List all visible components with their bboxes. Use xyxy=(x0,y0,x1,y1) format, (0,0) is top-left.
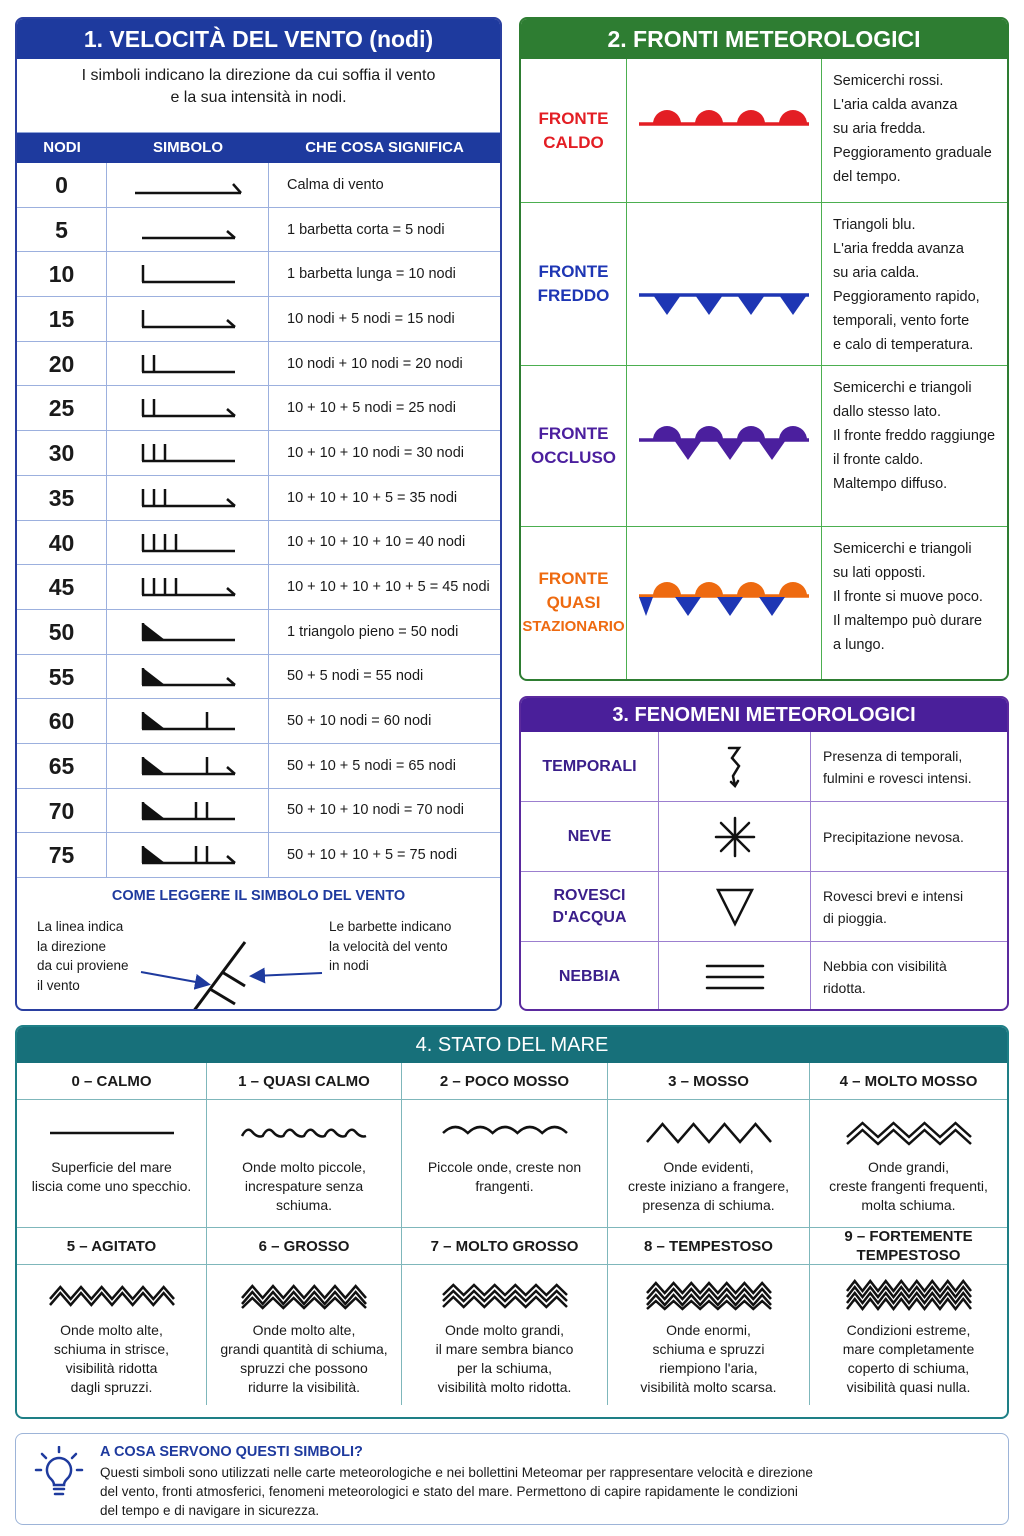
front-description xyxy=(822,203,1007,365)
front-description-line: Semicerchi e triangoli xyxy=(833,541,972,557)
phenomenon-name-line: NEVE xyxy=(567,827,612,845)
wind-speed-panel xyxy=(15,17,502,1011)
sea-state-label-text xyxy=(840,1072,978,1091)
sea-state-description-line: Onde molto piccole, xyxy=(242,1159,366,1175)
sea-state-label-text xyxy=(644,1237,773,1256)
sea-state-cell xyxy=(207,1265,402,1405)
knots-value: 50 xyxy=(17,610,107,654)
wind-barb-icon xyxy=(107,342,269,386)
howto-left-line: da cui proviene xyxy=(37,958,129,973)
wind-meaning: 10 nodi + 5 nodi = 15 nodi xyxy=(287,310,455,327)
wind-meaning: 50 + 10 + 10 nodi = 70 nodi xyxy=(287,802,464,819)
front-name-line: FRONTE xyxy=(538,108,609,128)
front-name-line: FREDDO xyxy=(537,286,610,305)
front-name-line: QUASI xyxy=(546,593,601,612)
sea-state-description-line: grandi quantità di schiuma, xyxy=(220,1341,388,1357)
wind-table-row xyxy=(17,297,500,342)
sea-state-label-line: 3 – MOSSO xyxy=(668,1072,749,1090)
wind-barb-icon xyxy=(107,744,269,788)
sea-state-4-icon xyxy=(810,1100,1007,1158)
wind-meaning: 1 barbetta corta = 5 nodi xyxy=(287,221,445,238)
front-description xyxy=(822,59,1007,202)
wind-barb-icon xyxy=(107,208,269,252)
phenomenon-row xyxy=(521,942,1007,1011)
wind-meaning: 50 + 10 + 5 nodi = 65 nodi xyxy=(287,757,456,774)
phenomenon-description xyxy=(811,942,1007,1011)
front-name-line: OCCLUSO xyxy=(531,448,616,467)
sea-state-label xyxy=(608,1228,810,1265)
wind-table-row xyxy=(17,699,500,744)
sea-state-label-text xyxy=(259,1237,350,1256)
wind-table-row xyxy=(17,655,500,700)
howto-right-line: Le barbette indicano xyxy=(329,919,452,934)
front-description-line: su aria fredda. xyxy=(833,121,926,137)
sea-state-9-icon xyxy=(810,1265,1007,1321)
wind-table-row xyxy=(17,342,500,387)
phenomenon-description-line: Rovesci brevi e intensi xyxy=(823,887,964,904)
wind-panel-title: 1. VELOCITÀ DEL VENTO (nodi) xyxy=(17,19,500,59)
sea-state-label-line: 0 – CALMO xyxy=(71,1072,152,1090)
thunderstorm-icon xyxy=(659,732,811,801)
sea-state-label-text xyxy=(238,1072,370,1091)
info-line: Questi simboli sono utilizzati nelle carte meteorologiche e nei bollettini Meteomar per rappresentare velocità e direzione xyxy=(100,1465,813,1480)
wind-meaning: 10 nodi + 10 nodi = 20 nodi xyxy=(287,355,463,372)
phenomenon-description xyxy=(811,872,1007,941)
wind-barb-icon xyxy=(107,386,269,430)
phenomenon-name xyxy=(521,802,659,871)
wind-howto-diagram xyxy=(17,904,500,1011)
sea-state-description-line: frangenti. xyxy=(475,1178,534,1194)
front-name-text xyxy=(522,567,624,639)
fronts-table xyxy=(521,59,1007,679)
phenomenon-name-text xyxy=(568,826,612,848)
knots-value: 40 xyxy=(17,521,107,565)
sea-state-label xyxy=(608,1063,810,1100)
sea-state-label-line: 5 – AGITATO xyxy=(66,1237,157,1255)
sea-state-description-line: per la schiuma, xyxy=(457,1360,552,1376)
wind-meaning: 10 + 10 + 10 + 10 + 5 = 45 nodi xyxy=(287,579,490,596)
wind-barb-icon xyxy=(107,476,269,520)
sea-state-grid-bottom xyxy=(17,1228,1007,1405)
knots-value: 35 xyxy=(17,476,107,520)
front-description xyxy=(822,527,1007,679)
front-name-line: FRONTE xyxy=(538,262,609,281)
sea-state-description-line: visibilità molto ridotta. xyxy=(437,1379,572,1395)
wind-table-row xyxy=(17,833,500,878)
sea-state-description-line: Superficie del mare xyxy=(51,1159,172,1175)
sea-state-3-icon xyxy=(608,1100,809,1158)
sea-state-panel xyxy=(15,1025,1009,1419)
phenomenon-name-line: TEMPORALI xyxy=(542,757,637,775)
sea-state-label-text xyxy=(67,1237,156,1256)
knots-value: 45 xyxy=(17,565,107,609)
howto-right-line: la velocità del vento xyxy=(329,938,448,954)
wind-table-row xyxy=(17,610,500,655)
phenomenon-name xyxy=(521,732,659,801)
front-description-line: Peggioramento graduale xyxy=(833,145,992,161)
howto-left-line: La linea indica xyxy=(37,919,124,934)
front-name xyxy=(521,59,627,202)
front-description-line: Semicerchi rossi. xyxy=(833,73,944,89)
wind-barb-icon xyxy=(107,252,269,296)
phenomenon-description-line: Presenza di temporali, xyxy=(823,747,963,764)
fog-icon xyxy=(659,942,811,1011)
stationary-front-icon xyxy=(627,527,822,679)
front-name xyxy=(521,366,627,526)
sea-state-label xyxy=(402,1063,608,1100)
sea-state-description-line: liscia come uno specchio. xyxy=(31,1178,192,1194)
front-name xyxy=(521,527,627,679)
front-description-line: a lungo. xyxy=(833,637,885,653)
wind-barb-icon xyxy=(107,789,269,833)
sea-state-description-line: Onde molto grandi, xyxy=(444,1322,565,1338)
info-box xyxy=(15,1433,1009,1525)
front-name-text xyxy=(539,107,609,155)
wind-table-row xyxy=(17,252,500,297)
sea-state-description-line: il mare sembra bianco xyxy=(435,1341,574,1357)
phenomena-panel-title: 3. FENOMENI METEOROLOGICI xyxy=(521,698,1007,732)
front-description-line: Peggioramento rapido, xyxy=(833,289,980,305)
front-row xyxy=(521,366,1007,527)
phenomenon-name xyxy=(521,942,659,1011)
sea-state-description-line: schiuma e spruzzi xyxy=(652,1341,765,1357)
sea-state-label xyxy=(402,1228,608,1265)
front-description-line: dallo stesso lato. xyxy=(833,404,942,420)
wind-meaning: 50 + 10 + 10 + 5 = 75 nodi xyxy=(287,847,458,864)
sea-state-description-line: Onde evidenti, xyxy=(663,1159,754,1175)
column-header-knots: NODI xyxy=(43,139,81,156)
front-name xyxy=(521,203,627,365)
phenomenon-name-line: D'ACQUA xyxy=(552,908,627,926)
weather-phenomena-panel xyxy=(519,696,1009,1011)
wind-barb-icon xyxy=(107,699,269,743)
wind-barb-icon xyxy=(107,521,269,565)
wind-meaning: 50 + 10 nodi = 60 nodi xyxy=(287,713,432,730)
howto-left-line: la direzione xyxy=(37,938,107,954)
knots-value: 20 xyxy=(17,342,107,386)
sea-state-cell xyxy=(810,1265,1007,1405)
knots-value: 30 xyxy=(17,431,107,475)
wind-table-row xyxy=(17,789,500,834)
sea-state-description-line: visibilità quasi nulla. xyxy=(846,1379,971,1395)
sea-state-description-line: dagli spruzzi. xyxy=(70,1379,153,1395)
sea-state-description-line: Onde grandi, xyxy=(868,1159,949,1175)
wind-table-row xyxy=(17,565,500,610)
sea-state-cell xyxy=(608,1265,810,1405)
sea-panel-title: 4. STATO DEL MARE xyxy=(17,1027,1007,1063)
wind-barb-icon xyxy=(107,610,269,654)
sea-state-cell xyxy=(17,1265,207,1405)
sea-state-description-line: spruzzi che possono xyxy=(240,1360,368,1376)
sea-state-6-icon xyxy=(207,1265,401,1321)
front-description-line: L'aria fredda avanza xyxy=(833,241,964,257)
knots-value: 55 xyxy=(17,655,107,699)
front-name-line: STAZIONARIO xyxy=(522,618,625,635)
column-header-meaning: CHE COSA SIGNIFICA xyxy=(305,139,464,156)
phenomenon-description-line: Nebbia con visibilità xyxy=(823,958,947,974)
sea-state-description-line: schiuma in strisce, xyxy=(53,1341,170,1357)
knots-value: 10 xyxy=(17,252,107,296)
wind-intro-line1: I simboli indicano la direzione da cui soffia il vento xyxy=(81,67,436,84)
sea-state-description-line: Onde molto alte, xyxy=(60,1322,163,1338)
phenomenon-description-text xyxy=(823,885,963,929)
sea-state-description-line: ridurre la visibilità. xyxy=(247,1379,361,1395)
wind-meaning: 10 + 10 + 10 + 5 = 35 nodi xyxy=(287,489,458,506)
lightbulb-icon xyxy=(34,1446,84,1498)
phenomenon-description-line: di pioggia. xyxy=(823,909,887,926)
front-description-line: su aria calda. xyxy=(833,265,920,281)
front-description-line: temporali, vento forte xyxy=(833,313,970,329)
knots-value: 25 xyxy=(17,386,107,430)
front-description-line: Semicerchi e triangoli xyxy=(833,380,972,396)
front-description-line: Il fronte si muove poco. xyxy=(833,589,983,605)
sea-state-label-text xyxy=(844,1227,972,1265)
sea-state-cell xyxy=(17,1100,207,1228)
phenomenon-name-line: ROVESCI xyxy=(553,886,626,904)
sea-state-label-line: 6 – GROSSO xyxy=(258,1237,350,1255)
wind-table-row xyxy=(17,521,500,566)
shower-icon xyxy=(659,872,811,941)
sea-state-label-line: 8 – TEMPESTOSO xyxy=(644,1237,773,1255)
phenomenon-description xyxy=(811,802,1007,871)
column-header-symbol: SIMBOLO xyxy=(153,139,223,156)
sea-state-label xyxy=(207,1228,402,1265)
knots-value: 15 xyxy=(17,297,107,341)
sea-state-description-line: creste frangenti frequenti, xyxy=(829,1178,988,1194)
sea-state-description-line: Onde molto alte, xyxy=(252,1322,356,1338)
wind-barb-icon xyxy=(107,163,269,207)
sea-state-label-line: 2 – POCO MOSSO xyxy=(439,1072,570,1090)
sea-state-cell xyxy=(608,1100,810,1228)
wind-meaning: 1 barbetta lunga = 10 nodi xyxy=(287,266,456,283)
wind-meaning: 1 triangolo pieno = 50 nodi xyxy=(287,623,459,640)
info-line: del vento, fronti atmosferici, fenomeni meteorologici e stato del mare. Permettono di capire rapidamente le condizioni xyxy=(100,1484,798,1499)
wind-barb-icon xyxy=(107,655,269,699)
info-line: del tempo e di navigare in sicurezza. xyxy=(100,1503,320,1518)
sea-state-description-line: presenza di schiuma. xyxy=(642,1197,775,1213)
phenomenon-name-text xyxy=(559,966,620,988)
sea-state-description-line: increspature senza xyxy=(244,1178,364,1194)
knots-value: 75 xyxy=(17,833,107,877)
wind-meaning: 50 + 5 nodi = 55 nodi xyxy=(287,668,424,685)
front-name-text xyxy=(531,422,616,470)
info-title: A COSA SERVONO QUESTI SIMBOLI? xyxy=(100,1444,363,1460)
phenomenon-row xyxy=(521,802,1007,872)
fronts-panel-title: 2. FRONTI METEOROLOGICI xyxy=(521,19,1007,59)
sea-state-cell xyxy=(810,1100,1007,1228)
front-name-line: FRONTE xyxy=(538,424,609,443)
sea-state-description-line: visibilità ridotta xyxy=(65,1360,158,1376)
weather-fronts-panel xyxy=(519,17,1009,681)
sea-state-label-line: 1 – QUASI CALMO xyxy=(238,1072,370,1090)
phenomenon-name-text xyxy=(542,756,636,778)
phenomenon-description-line: fulmini e rovesci intensi. xyxy=(823,769,972,786)
wind-table-header xyxy=(17,133,500,163)
wind-barb-icon xyxy=(107,833,269,877)
sea-state-label-text xyxy=(431,1237,579,1256)
snow-icon xyxy=(659,802,811,871)
sea-state-1-icon xyxy=(207,1100,401,1158)
phenomenon-description-line: ridotta. xyxy=(823,980,866,996)
sea-state-label-line: 4 – MOLTO MOSSO xyxy=(839,1072,978,1090)
sea-state-cell xyxy=(207,1100,402,1228)
front-description-line: Il maltempo può durare xyxy=(833,613,983,629)
front-description-line: Triangoli blu. xyxy=(833,217,916,233)
front-description-line: Il fronte freddo raggiunge xyxy=(833,428,996,444)
sea-state-description-line: Piccole onde, creste non xyxy=(427,1159,582,1175)
sea-state-grid-top xyxy=(17,1063,1007,1228)
phenomenon-description-text xyxy=(823,955,947,999)
sea-state-label xyxy=(17,1063,207,1100)
sea-state-description-line: molta schiuma. xyxy=(861,1197,956,1213)
phenomenon-description-text xyxy=(823,745,972,789)
phenomenon-name-line: NEBBIA xyxy=(558,968,621,985)
howto-left-line: il vento xyxy=(37,977,80,993)
sea-state-description-line: coperto di schiuma, xyxy=(847,1360,970,1376)
sea-state-8-icon xyxy=(608,1265,809,1321)
front-row xyxy=(521,59,1007,203)
cold-front-icon xyxy=(627,203,822,365)
wind-intro-line2: e la sua intensità in nodi. xyxy=(170,89,347,106)
sea-state-label-text xyxy=(71,1072,151,1091)
sea-state-label-line: 7 – MOLTO GROSSO xyxy=(430,1237,579,1255)
phenomena-table xyxy=(521,732,1007,1011)
front-description-line: e calo di temperatura. xyxy=(833,337,974,353)
sea-state-label xyxy=(810,1228,1007,1265)
knots-value: 70 xyxy=(17,789,107,833)
info-body xyxy=(100,1463,900,1520)
wind-meaning: 10 + 10 + 5 nodi = 25 nodi xyxy=(287,400,456,417)
warm-front-icon xyxy=(627,59,822,202)
front-description-line: del tempo. xyxy=(833,169,901,185)
front-description-line: su lati opposti. xyxy=(833,565,926,581)
sea-state-label-text xyxy=(440,1072,569,1091)
wind-barb-icon xyxy=(107,431,269,475)
phenomenon-description-text xyxy=(823,826,964,848)
phenomenon-description xyxy=(811,732,1007,801)
wind-howto-title: COME LEGGERE IL SIMBOLO DEL VENTO xyxy=(111,888,406,904)
sea-state-description-line: visibilità molto scarsa. xyxy=(640,1379,777,1395)
sea-state-label xyxy=(810,1063,1007,1100)
sea-state-description-line: Condizioni estreme, xyxy=(846,1322,971,1338)
sea-state-label-line: TEMPESTOSO xyxy=(856,1247,961,1264)
phenomenon-row xyxy=(521,732,1007,802)
wind-meaning: 10 + 10 + 10 + 10 = 40 nodi xyxy=(287,534,466,551)
sea-state-cell xyxy=(402,1100,608,1228)
wind-barb-icon xyxy=(107,565,269,609)
front-name-line: FRONTE xyxy=(538,569,609,588)
front-description-line: L'aria calda avanza xyxy=(833,97,958,113)
sea-state-7-icon xyxy=(402,1265,607,1321)
front-name-line: CALDO xyxy=(543,132,604,152)
front-name-text xyxy=(538,260,610,308)
front-description-line: il fronte caldo. xyxy=(833,452,924,468)
wind-table-body xyxy=(17,163,500,878)
sea-state-label xyxy=(207,1063,402,1100)
wind-table-row xyxy=(17,163,500,208)
wind-intro xyxy=(17,59,500,133)
front-description-line: Maltempo diffuso. xyxy=(833,476,948,492)
wind-meaning: 10 + 10 + 10 nodi = 30 nodi xyxy=(287,444,464,461)
occluded-front-icon xyxy=(627,366,822,526)
phenomenon-row xyxy=(521,872,1007,942)
knots-value: 60 xyxy=(17,699,107,743)
knots-value: 65 xyxy=(17,744,107,788)
howto-right-line: in nodi xyxy=(329,958,369,973)
wind-barb-example-icon xyxy=(17,904,502,1011)
front-row xyxy=(521,527,1007,679)
sea-state-label-text xyxy=(668,1072,749,1091)
sea-state-2-icon xyxy=(402,1100,607,1158)
wind-table-row xyxy=(17,744,500,789)
wind-barb-icon xyxy=(107,297,269,341)
sea-state-description-line: mare completamente xyxy=(842,1341,975,1357)
front-row xyxy=(521,203,1007,366)
front-description xyxy=(822,366,1007,526)
sea-state-description-line: Onde enormi, xyxy=(666,1322,751,1338)
wind-table-row xyxy=(17,476,500,521)
sea-state-description-line: schiuma. xyxy=(275,1197,333,1213)
phenomenon-name xyxy=(521,872,659,941)
wind-table-row xyxy=(17,431,500,476)
phenomenon-description-line: Precipitazione nevosa. xyxy=(823,828,964,845)
knots-value: 5 xyxy=(17,208,107,252)
wind-table-row xyxy=(17,208,500,253)
sea-state-label xyxy=(17,1228,207,1265)
sea-state-description-line: riempiono l'aria, xyxy=(659,1360,758,1376)
sea-state-label-line: 9 – FORTEMENTE xyxy=(844,1228,973,1245)
sea-state-0-icon xyxy=(17,1100,206,1158)
knots-value: 0 xyxy=(17,163,107,207)
wind-meaning: Calma di vento xyxy=(287,176,384,193)
phenomenon-name-text xyxy=(552,885,626,929)
sea-state-cell xyxy=(402,1265,608,1405)
wind-table-row xyxy=(17,386,500,431)
sea-state-5-icon xyxy=(17,1265,206,1321)
sea-state-description-line: creste iniziano a frangere, xyxy=(627,1178,790,1194)
